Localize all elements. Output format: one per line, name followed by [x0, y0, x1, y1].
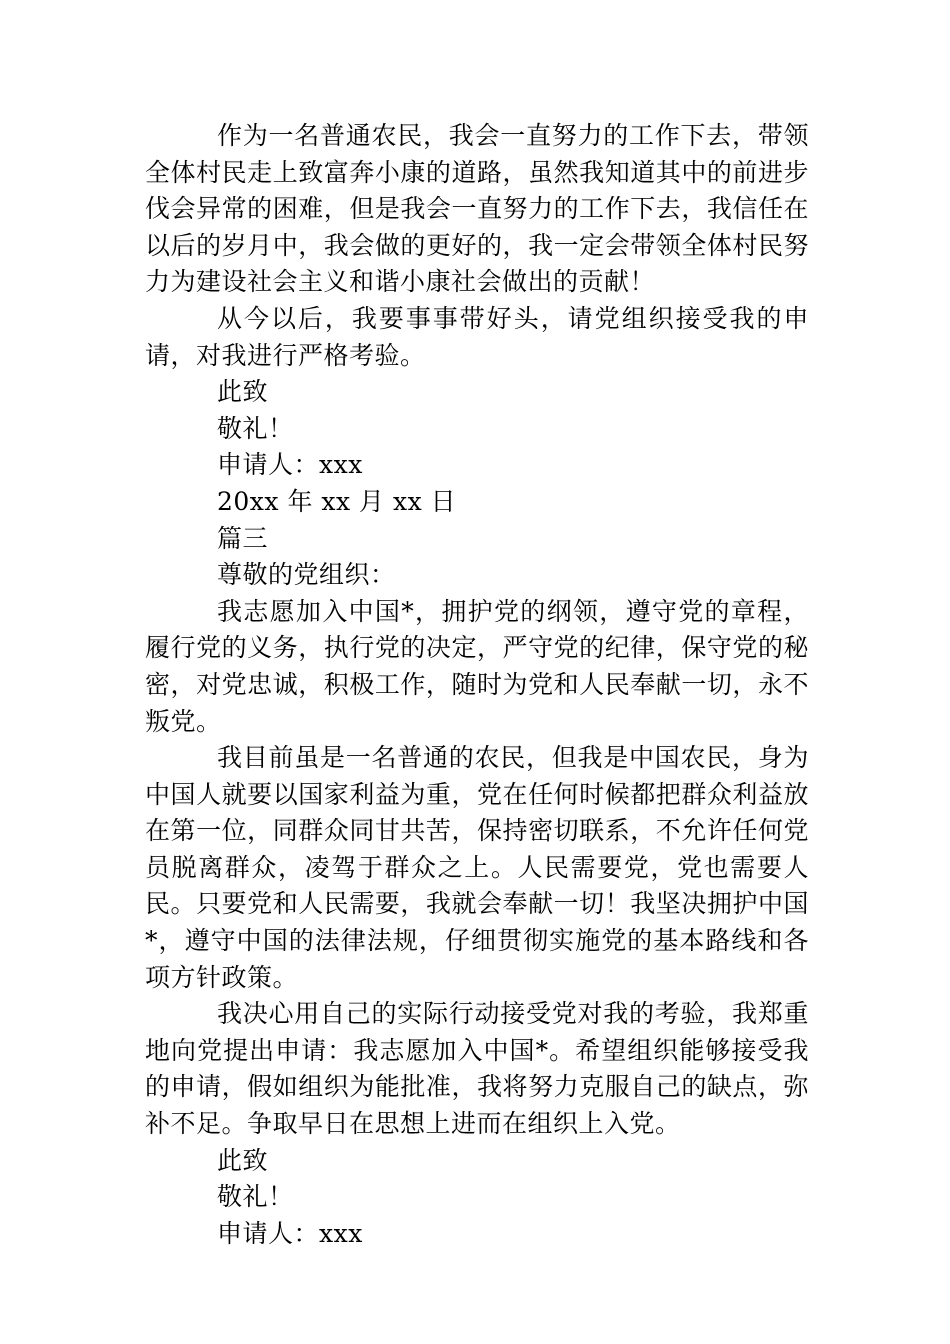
section-title: 篇三	[217, 523, 269, 553]
paragraph-background: 我目前虽是一名普通的农民，但我是中国农民，身为中国人就要以国家利益为重，党在任何时候都把群众利益放在第一位，同群众同甘共苦，保持密切联系，不允许任何党员脱离群众，凌驾于群众之上。人民需要党，党也需要人民。只要党和人民需要，我就会奉献一切！我坚决拥护中国*，遵守中国的法律法规，仔细贯彻实施党的基本路线和各项方针政策。	[145, 743, 809, 992]
closing-salutation: 此致	[217, 377, 269, 407]
closing-salutation-2: 此致	[217, 1145, 269, 1175]
paragraph-commitment: 作为一名普通农民，我会一直努力的工作下去，带领全体村民走上致富奔小康的道路，虽然我知道其中的前进步伐会异常的困难，但是我会一直努力的工作下去，我信任在以后的岁月中，我会做的更好的，我一定会带领全体村民努力为建设社会主义和谐小康社会做出的贡献！	[145, 121, 809, 297]
paragraph-request: 从今以后，我要事事带好头，请党组织接受我的申请，对我进行严格考验。	[145, 303, 809, 370]
closing-regards-2: 敬礼！	[217, 1182, 294, 1212]
applicant-signature-2: 申请人：xxx	[217, 1218, 363, 1248]
letter-greeting: 尊敬的党组织：	[217, 560, 396, 590]
closing-regards: 敬礼！	[217, 413, 294, 443]
application-date: 20xx 年 xx 月 xx 日	[217, 486, 457, 516]
paragraph-pledge: 我志愿加入中国*，拥护党的纲领，遵守党的章程，履行党的义务，执行党的决定，严守党的纪律，保守党的秘密，对党忠诚，积极工作，随时为党和人民奉献一切，永不叛党。	[145, 596, 809, 736]
document-body	[145, 118, 809, 1252]
paragraph-application: 我决心用自己的实际行动接受党对我的考验，我郑重地向党提出申请：我志愿加入中国*。希望组织能够接受我的申请，假如组织为能批准，我将努力克服自己的缺点，弥补不足。争取早日在思想上进而在组织上入党。	[145, 999, 809, 1139]
applicant-signature: 申请人：xxx	[217, 450, 363, 480]
